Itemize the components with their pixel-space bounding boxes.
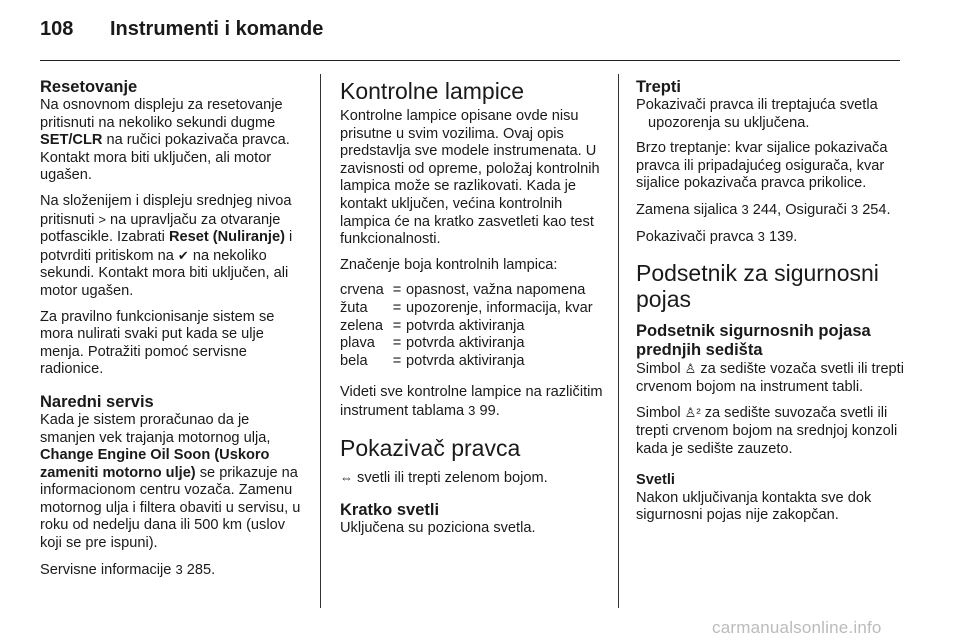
color-desc: upozorenje, informacija, kvar bbox=[406, 299, 593, 316]
heading-front-seatbelt-reminder: Podsetnik sigurnosnih pojasa prednjih sedišta bbox=[636, 322, 871, 360]
header-rule bbox=[40, 60, 900, 61]
column-1 bbox=[40, 78, 308, 587]
page-reference-icon: 3 bbox=[175, 561, 183, 577]
paragraph-turn-signals-ref bbox=[636, 228, 908, 247]
page-reference-icon: 3 bbox=[741, 201, 749, 217]
paragraph-turn-signal bbox=[340, 469, 608, 488]
paragraph-position-lights: Uključena su poziciona svetla. bbox=[340, 520, 536, 537]
paragraph-color-meaning: Značenje boja kontrolnih lampica: bbox=[340, 256, 558, 273]
text: Na osnovnom displeju za resetovanje pritisnuti na nekoliko sekundi dugme bbox=[40, 97, 283, 131]
text: i potvrditi pritiskom na bbox=[40, 229, 293, 264]
text: na ručici pokazivača pravca. Kontakt mora biti uključen, ali motor ugašen. bbox=[40, 132, 290, 184]
text: Pokazivači pravca bbox=[636, 228, 758, 245]
text: 285. bbox=[182, 561, 216, 578]
color-name: crvena bbox=[340, 282, 384, 299]
paragraph-reset-advanced bbox=[40, 193, 308, 301]
color-desc: potvrda aktiviranja bbox=[406, 335, 525, 352]
paragraph-service-info bbox=[40, 561, 308, 580]
paragraph-driver-seat bbox=[636, 360, 908, 396]
page-title: Instrumenti i komande bbox=[110, 18, 324, 40]
table-row bbox=[340, 282, 593, 300]
column-3 bbox=[636, 78, 908, 533]
color-desc: potvrda aktiviranja bbox=[406, 317, 525, 334]
turn-signal-icon: ⇔ bbox=[340, 469, 353, 485]
equals: = bbox=[392, 282, 402, 299]
watermark: carmanualsonline.info bbox=[712, 618, 882, 637]
page-header bbox=[40, 18, 323, 48]
text: na upravljaču za otvaranje potfascikle. Izabrati bbox=[40, 211, 281, 246]
paragraph-bulb-replacement bbox=[636, 201, 908, 220]
text: 254. bbox=[858, 201, 891, 218]
text: Servisne informacije bbox=[40, 561, 176, 578]
subheading-svetli: Svetli bbox=[636, 472, 675, 489]
text: Simbol bbox=[636, 405, 685, 422]
heading-naredni-servis: Naredni servis bbox=[40, 392, 154, 411]
paragraph-see-all-lamps bbox=[340, 384, 608, 420]
text: se prikazuje na informacionom centru vozača. Zamenu motornog ulja i filtera obaviti u servisu, u roku od nedelju dana ili 500 km (uslov koji se pre ispuni). bbox=[40, 464, 301, 552]
text: 244, Osigurači bbox=[748, 201, 851, 218]
color-name: plava bbox=[340, 335, 375, 352]
paragraph-flashing: Pokazivači pravca ili treptajuća svetla upozorenja su uključena. bbox=[636, 97, 878, 131]
paragraph-reset-basic bbox=[40, 97, 308, 185]
paragraph-fast-flashing: Brzo treptanje: kvar sijalice pokazivača pravca ili pripadajućeg osigurača, kvar sijalice pokazivača pravca prikolice. bbox=[636, 140, 888, 192]
table-row bbox=[340, 335, 593, 353]
passenger-seatbelt-icon: ♙² bbox=[684, 405, 701, 421]
color-desc: opasnost, važna napomena bbox=[406, 282, 586, 299]
color-name: bela bbox=[340, 352, 368, 369]
heading-resetovanje: Resetovanje bbox=[40, 78, 138, 96]
color-name: zelena bbox=[340, 317, 384, 334]
equals: = bbox=[392, 299, 402, 316]
page-number: 108 bbox=[40, 18, 74, 40]
paragraph-reset-note: Za pravilno funkcionisanje sistem se mora nulirati svaki put kada se ulje menja. Potražiti pomoć servisne radionice. bbox=[40, 308, 275, 378]
equals: = bbox=[392, 352, 402, 369]
checkmark-icon: ✔ bbox=[177, 247, 189, 263]
column-divider-1 bbox=[320, 74, 321, 608]
color-meaning-table bbox=[340, 282, 593, 370]
color-desc: potvrda aktiviranja bbox=[406, 352, 525, 369]
heading-kratko-svetli: Kratko svetli bbox=[340, 501, 440, 520]
text: Videti sve kontrolne lampice na različitim instrument tablama bbox=[340, 384, 603, 419]
message-change-oil: Change Engine Oil Soon (Uskoro zameniti motorno ulje) bbox=[40, 447, 270, 481]
text: 139. bbox=[764, 228, 798, 245]
text: na nekoliko sekundi. Kontakt mora biti uključen, ali motor ugašen. bbox=[40, 247, 289, 299]
menu-name-reset: Reset (Nuliranje) bbox=[168, 229, 285, 246]
text: Zamena sijalica bbox=[636, 201, 742, 218]
text: Kada je sistem proračunao da je smanjen vek trajanja motornog ulja, bbox=[40, 411, 271, 446]
table-row bbox=[340, 318, 593, 336]
paragraph-passenger-seat bbox=[636, 404, 908, 458]
heading-pokazivac-pravca: Pokazivač pravca bbox=[340, 434, 521, 461]
paragraph-next-service bbox=[40, 412, 308, 553]
text: 99. bbox=[475, 402, 500, 419]
page-reference-icon: 3 bbox=[468, 402, 476, 418]
heading-kontrolne-lampice: Kontrolne lampice bbox=[340, 78, 525, 104]
paragraph-ignition-on: Nakon uključivanja kontakta sve dok sigurnosni pojas nije zakopčan. bbox=[636, 489, 872, 524]
text: Na složenijem i displeju srednjeg nivoa pritisnuti bbox=[40, 192, 292, 228]
text: Simbol bbox=[636, 361, 685, 378]
text: svetli ili trepti zelenom bojom. bbox=[353, 469, 548, 486]
chevron-right-icon: > bbox=[98, 211, 106, 227]
table-row bbox=[340, 300, 593, 318]
equals: = bbox=[392, 317, 402, 334]
text: za sedište suvozača svetli ili trepti crvenom bojom na srednjoj konzoli kada je sedište zauzeto. bbox=[636, 405, 898, 457]
seatbelt-icon: ♙ bbox=[684, 361, 697, 377]
color-name: žuta bbox=[340, 299, 368, 316]
paragraph-lamps-intro: Kontrolne lampice opisane ovde nisu prisutne u svim vozilima. Ovaj opis predstavlja sve modele instrumenata. U zavisnosti od opreme, položaj kontrolnih lampica može se razlikovati. Kada je kontakt uključen, većina kontrolnih lampica će na kratko zasvetleti kao test funkcionalnosti. bbox=[340, 108, 600, 248]
page-reference-icon: 3 bbox=[757, 228, 765, 244]
text: za sedište vozača svetli ili trepti crvenom bojom na instrument tabli. bbox=[636, 361, 904, 395]
table-row bbox=[340, 353, 593, 371]
heading-trepti: Trepti bbox=[636, 78, 681, 96]
equals: = bbox=[392, 335, 402, 352]
heading-seatbelt-reminder: Podsetnik za sigurnosni pojas bbox=[636, 260, 879, 313]
button-name-set-clr: SET/CLR bbox=[40, 132, 103, 149]
page-reference-icon: 3 bbox=[850, 201, 859, 217]
column-divider-2 bbox=[618, 74, 619, 608]
column-2 bbox=[340, 78, 608, 546]
